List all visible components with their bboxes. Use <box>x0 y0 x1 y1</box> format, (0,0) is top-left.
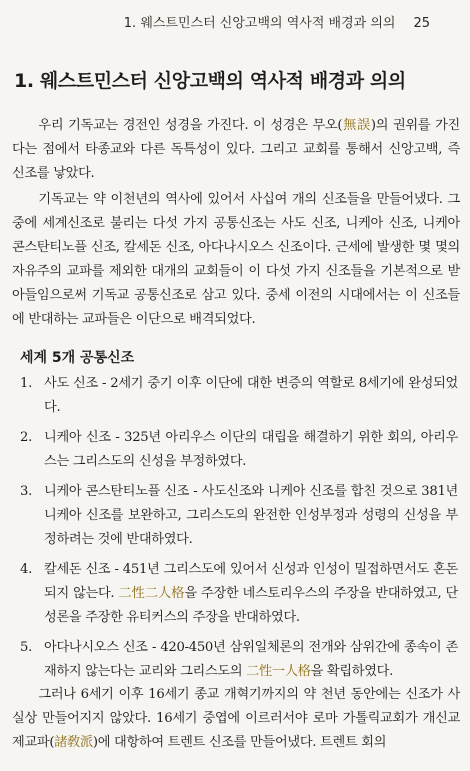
closing-post: )에 대항하여 트렌트 신조를 만들어냈다. 트렌트 회의 <box>92 735 387 750</box>
paragraph-1-pre: 우리 기독교는 경전인 성경을 가진다. 이 성경은 무오( <box>38 118 343 133</box>
paragraph-1 <box>12 114 460 186</box>
creed-number: 2. <box>20 430 32 445</box>
chapter-title: 1. 웨스트민스터 신앙고백의 역사적 배경과 의의 <box>14 70 406 92</box>
paragraph-1-post: )의 권위를 가진다는 점에서 타종교와 다른 독특성이 있다. 그리고 교회를 통해서 신앙고백, 즉 신조를 낳았다. <box>12 118 461 181</box>
creed-item <box>20 372 458 420</box>
creed-item <box>20 480 458 552</box>
creed-text: 니케아 신조 - 325년 아리우스 이단의 대립을 해결하기 위한 회의, 아리우스는 그리스도의 신성을 부정하였다. <box>44 430 458 469</box>
creed-item <box>20 426 458 474</box>
body-text <box>12 114 460 332</box>
closing-paragraph <box>12 683 460 755</box>
creed-item <box>20 636 458 684</box>
creed-number: 4. <box>20 562 32 577</box>
closing-hanja: 諸敎派 <box>54 735 93 750</box>
creed-text: 사도 신조 - 2세기 중기 이후 이단에 대한 변증의 역할로 8세기에 완성되었다. <box>44 376 458 415</box>
creed-number: 1. <box>20 376 32 391</box>
page-number: 25 <box>413 16 430 31</box>
section-heading: 세계 5개 공통신조 <box>20 350 135 366</box>
closing-pre: 그러나 6세기 이후 16세기 종교 개혁기까지의 약 천년 동안에는 신조가 사실상 만들어지지 않았다. 16세기 중엽에 이르러서야 로마 가톨릭교회가 개신교 제교파( <box>12 687 460 750</box>
running-head <box>40 12 430 31</box>
creed-text: 니케아 콘스탄티노플 신조 - 사도신조와 니케아 신조를 합친 것으로 381년 니케아 신조를 보완하고, 그리스도의 완전한 인성부정과 성령의 신성을 부정하려는 것에 반대하였다. <box>44 484 458 547</box>
paragraph-1-hanja: 無誤 <box>342 118 371 133</box>
creed-text-hanja: 二性一人格 <box>246 664 311 679</box>
creed-text <box>44 636 458 684</box>
creed-number: 5. <box>20 640 32 655</box>
creed-text-hanja: 二性二人格 <box>118 586 185 601</box>
creed-text-post: 을 주장한 네스토리우스의 주장을 반대하였고, 단성론을 주장한 유티커스의 주장을 반대하였다. <box>44 586 459 625</box>
creed-text-post: 을 확립하였다. <box>310 664 394 679</box>
creed-item <box>20 558 458 630</box>
creed-text <box>44 558 458 630</box>
creed-list <box>20 372 458 690</box>
paragraph-2: 기독교는 약 이천년의 역사에 있어서 사십여 개의 신조들을 만들어냈다. 그 중에 세계신조로 불리는 다섯 가지 공통신조는 사도 신조, 니케아 신조, 니케아 콘스탄티노플 신조, 칼세돈 신조, 아다나시오스 신조이다. 근세에 발생한 몇 몇의 자유주의 교파를 제외한 대개의 교회들이 이 다섯 가지 신조들을 기본적으로 받아들임으로써 기독교 공통신조로 삼고 있다. 중세 이전의 시대에서는 이 신조들에 반대하는 교파들은 이단으로 배격되었다. <box>12 192 460 327</box>
creed-text-pre: 칼세돈 신조 - 451년 그리스도에 있어서 신성과 인성이 밀접하면서도 혼돈되지 않는다. <box>44 562 458 601</box>
creed-text-pre: 아다나시오스 신조 - 420-450년 삼위일체론의 전개와 삼위간에 종속이 존재하지 않는다는 교리와 그리스도의 <box>44 640 458 679</box>
creed-number: 3. <box>20 484 32 499</box>
running-head-title: 1. 웨스트민스터 신앙고백의 역사적 배경과 의의 <box>123 16 396 31</box>
